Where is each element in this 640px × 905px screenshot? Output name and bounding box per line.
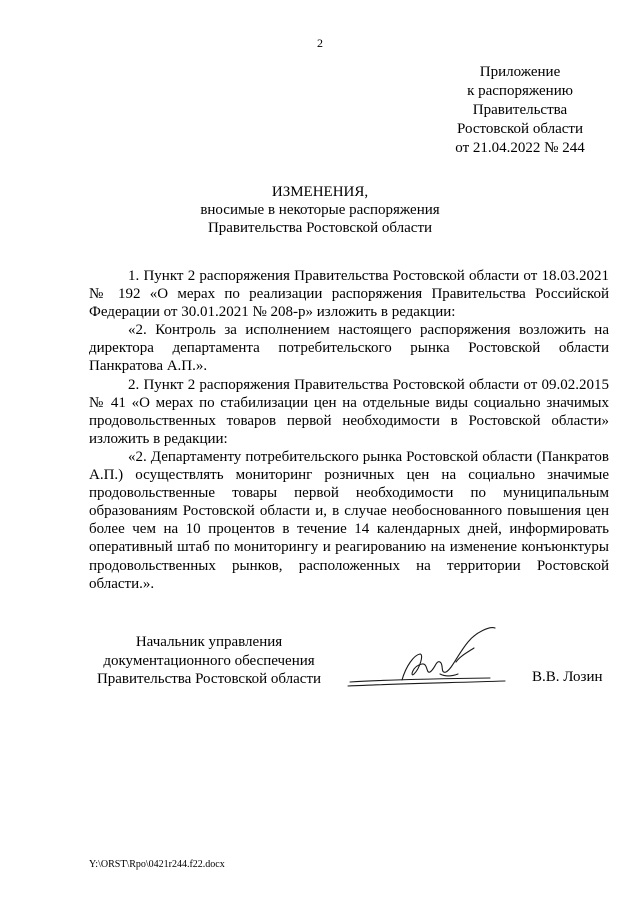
appendix-line: Ростовской области [457, 121, 583, 137]
paragraph-item-1-text: «2. Контроль за исполнением настоящего распоряжения возложить на директора департамента потребительского рынка Ростовской области Панкратова А.П.». [89, 322, 609, 375]
paragraph-item-2: 2. Пункт 2 распоряжения Правительства Ростовской области от 09.02.2015 № 41 «О мерах по стабилизации цен на отдельные виды социально значимых продовольственных товаров первой необходимости в Ростовской области» изложить в редакции: [89, 376, 609, 447]
title-subtitle-line: вносимые в некоторые распоряжения [200, 202, 440, 218]
page-number: 2 [317, 36, 323, 50]
appendix-line: к распоряжению [467, 83, 573, 99]
signatory-position [89, 633, 329, 689]
document-title [0, 183, 640, 237]
signer-name: В.В. Лозин [532, 669, 603, 685]
document-body [89, 267, 609, 593]
appendix-header [410, 63, 630, 158]
title-subtitle-line: Правительства Ростовской области [207, 220, 433, 236]
appendix-line: от 21.04.2022 № 244 [455, 140, 585, 156]
handwritten-signature [340, 622, 510, 702]
title-heading: ИЗМЕНЕНИЯ, [271, 184, 369, 200]
appendix-line: Правительства [472, 102, 568, 118]
appendix-line: Приложение [479, 64, 561, 80]
position-line: документационного обеспечения [103, 652, 315, 669]
paragraph-item-1: 1. Пункт 2 распоряжения Правительства Ростовской области от 18.03.2021 № 192 «О мерах по реализации распоряжения Правительства Российской Федерации от 30.01.2021 № 208-р» изложить в редакции: [89, 268, 609, 321]
position-line: Начальник управления [135, 634, 283, 650]
paragraph-item-2-text: «2. Департаменту потребительского рынка Ростовской области (Панкратов А.П.) осуществлять мониторинг розничных цен на социально значимые продовольственные товары первой необходимости по муниципальным образованиям Ростовской области и, в случае необоснованного повышения цен более чем на 10 процентов в течение 14 календарных дней, информировать оперативный штаб по мониторингу и реагированию на изменение конъюнктуры продовольственных рынков, расположенных на территории Ростовской области.». [89, 448, 609, 592]
file-path: Y:\ORST\Rpo\0421r244.f22.docx [89, 859, 225, 870]
position-line: Правительства Ростовской области [96, 671, 322, 687]
